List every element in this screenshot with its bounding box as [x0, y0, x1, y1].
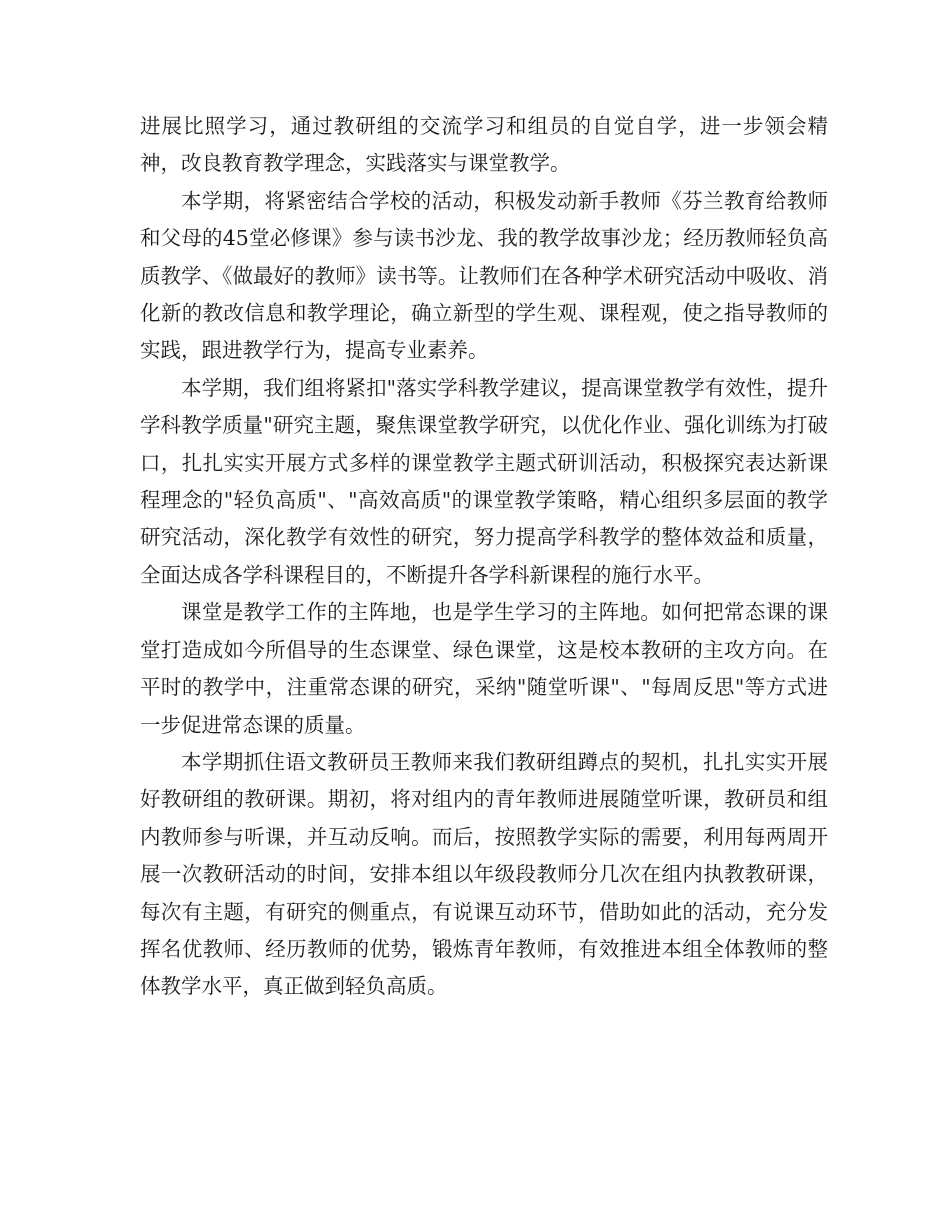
- paragraph-1: 进展比照学习，通过教研组的交流学习和组员的自觉自学，进一步领会精神，改良教育教学理念，实践落实与课堂教学。: [140, 114, 828, 176]
- paragraph-4: 课堂是教学工作的主阵地，也是学生学习的主阵地。如何把常态课的课堂打造成如今所倡导的生态课堂、绿色课堂，这是校本教研的主攻方向。在平时的教学中，注重常态课的研究，采纳"随堂听课"、"每周反思"等方式进一步促进常态课的质量。: [140, 600, 828, 737]
- document-body: [140, 108, 828, 1006]
- paragraph-3: 本学期，我们组将紧扣"落实学科教学建议，提高课堂教学有效性，提升学科教学质量"研究主题，聚焦课堂教学研究，以优化作业、强化训练为打破口，扎扎实实开展方式多样的课堂教学主题式研训活动，积极探究表达新课程理念的"轻负高质"、"高效高质"的课堂教学策略，精心组织多层面的教学研究活动，深化教学有效性的研究，努力提高学科教学的整体效益和质量，全面达成各学科课程目的，不断提升各学科新课程的施行水平。: [140, 375, 828, 587]
- paragraph-5: 本学期抓住语文教研员王教师来我们教研组蹲点的契机，扎扎实实开展好教研组的教研课。期初，将对组内的青年教师进展随堂听课，教研员和组内教师参与听课，并互动反响。而后，按照教学实际的需要，利用每两周开展一次教研活动的时间，安排本组以年级段教师分几次在组内执教教研课，每次有主题，有研究的侧重点，有说课互动环节，借助如此的活动，充分发挥名优教师、经历教师的优势，锻炼青年教师，有效推进本组全体教师的整体教学水平，真正做到轻负高质。: [140, 749, 828, 999]
- paragraph-2: 本学期，将紧密结合学校的活动，积极发动新手教师《芬兰教育给教师和父母的45堂必修课》参与读书沙龙、我的教学故事沙龙；经历教师轻负高质教学、《做最好的教师》读书等。让教师们在各种学术研究活动中吸收、消化新的教改信息和教学理论，确立新型的学生观、课程观，使之指导教师的实践，跟进教学行为，提高专业素养。: [140, 188, 828, 363]
